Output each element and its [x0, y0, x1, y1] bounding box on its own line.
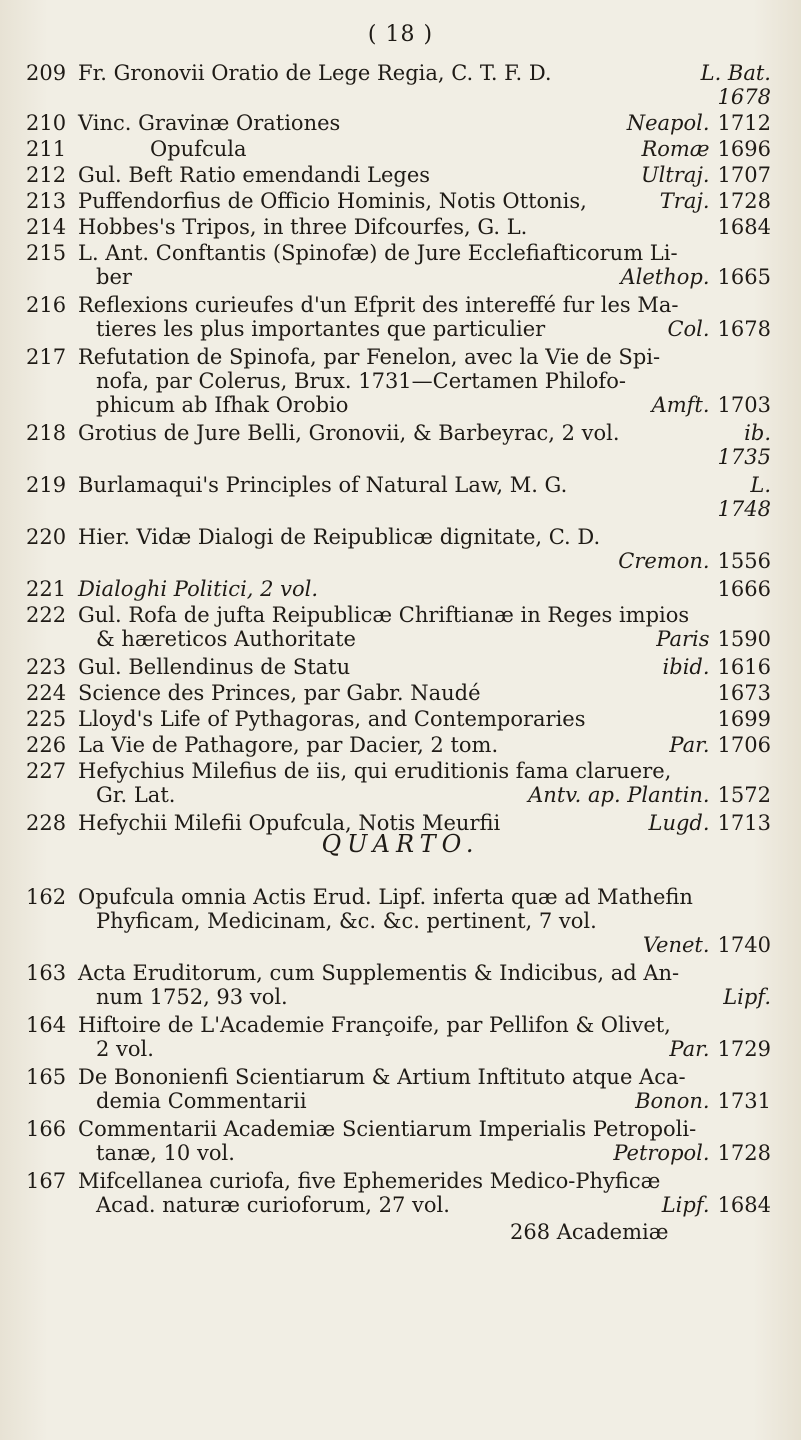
entry-year: 1673 — [717, 681, 771, 705]
entry-year: 1707 — [717, 163, 771, 187]
entry-imprint — [635, 1090, 771, 1112]
entry-place: Col. — [667, 317, 710, 341]
entry-imprint — [641, 164, 771, 186]
entry-place: Petropol. — [613, 1141, 710, 1165]
entry-title: Vinc. Gravinæ Orationes — [78, 111, 341, 135]
entry-place: Ultraj. — [640, 163, 710, 187]
entry-year: 1678 — [717, 85, 771, 109]
entry-title: Gul. Rofa de jufta Reipublicæ Chriftianæ in Reges impios — [78, 603, 690, 627]
entry-number: 223 — [26, 655, 67, 679]
entry-number: 209 — [26, 61, 67, 85]
entry-imprint — [656, 628, 771, 650]
entry-title-cont: tanæ, 10 vol. — [96, 1141, 235, 1165]
entry-number: 217 — [26, 345, 67, 369]
entry-year: 1666 — [717, 577, 771, 601]
entry-imprint — [618, 550, 771, 572]
entry-number: 212 — [26, 163, 67, 187]
section-heading-quarto: QUARTO. — [321, 830, 480, 858]
entry-title: Fr. Gronovii Oratio de Lege Regia, C. T. F. D. — [78, 61, 552, 85]
entry-title: La Vie de Pathagore, par Dacier, 2 tom. — [78, 733, 499, 757]
entry-imprint — [723, 986, 771, 1008]
entry-year: 1572 — [717, 783, 771, 807]
entry-number: 163 — [26, 961, 67, 985]
entry-title-cont: num 1752, 93 vol. — [96, 985, 288, 1009]
entry-year: 1665 — [717, 265, 771, 289]
entry-number: 219 — [26, 473, 67, 497]
entry-imprint — [643, 934, 771, 956]
entry-title: Hefychii Milefii Opufcula, Notis Meurfii — [78, 811, 501, 835]
entry-title: Burlamaqui's Principles of Natural Law, M. G. — [78, 473, 568, 497]
entry-place: Amft. — [651, 393, 710, 417]
entry-title: Opufcula omnia Actis Erud. Lipf. inferta quæ ad Mathefin — [78, 885, 693, 909]
catchword: 268 Academiæ — [510, 1220, 669, 1244]
entry-title-cont: 2 vol. — [96, 1037, 154, 1061]
entry-imprint — [660, 190, 771, 212]
entry-imprint — [528, 784, 771, 806]
entry-place: Venet. — [642, 933, 710, 957]
entry-place: Traj. — [659, 189, 710, 213]
entry-imprint — [710, 708, 771, 730]
entry-imprint — [667, 318, 771, 340]
entry-title: Reflexions curieufes d'un Efprit des intereffé fur les Ma- — [78, 293, 679, 317]
entry-title-cont: phicum ab Ifhak Orobio — [96, 393, 349, 417]
entry-number: 224 — [26, 681, 67, 705]
entry-title: Grotius de Jure Belli, Gronovii, & Barbeyrac, 2 vol. — [78, 421, 620, 445]
entry-number: 227 — [26, 759, 67, 783]
entry-year: 1699 — [717, 707, 771, 731]
entry-place: Lipf. — [723, 985, 771, 1009]
entry-title: Puffendorfius de Officio Hominis, Notis Ottonis, — [78, 189, 587, 213]
entry-year: 1696 — [717, 137, 771, 161]
entry-number: 210 — [26, 111, 67, 135]
entry-title: Lloyd's Life of Pythagoras, and Contemporaries — [78, 707, 586, 731]
entry-place: Cremon. — [618, 549, 710, 573]
entry-title: Hobbes's Tripos, in three Difcourfes, G. L. — [78, 215, 528, 239]
entry-place: Par. — [669, 733, 710, 757]
entry-title: Refutation de Spinofa, par Fenelon, avec la Vie de Spi- — [78, 345, 661, 369]
entry-imprint — [669, 1038, 771, 1060]
entry-imprint — [621, 266, 772, 288]
entry-number: 165 — [26, 1065, 67, 1089]
entry-year: 1735 — [717, 445, 771, 469]
entry-year: 1678 — [717, 317, 771, 341]
entry-year: 1713 — [717, 811, 771, 835]
entry-number: 220 — [26, 525, 67, 549]
entry-imprint — [710, 682, 771, 704]
entry-place: Paris — [656, 627, 710, 651]
entry-number: 216 — [26, 293, 67, 317]
entry-year: 1728 — [717, 1141, 771, 1165]
entry-number: 166 — [26, 1117, 67, 1141]
page-number: ( 18 ) — [367, 22, 434, 47]
entry-title: Hier. Vidæ Dialogi de Reipublicæ dignitate, C. D. — [78, 525, 601, 549]
entry-title-cont: nofa, par Colerus, Brux. 1731—Certamen Philofo- — [96, 369, 626, 393]
entry-place: Lugd. — [648, 811, 710, 835]
entry-title-cont: Phyficam, Medicinam, &c. &c. pertinent, 7 vol. — [96, 909, 597, 933]
entry-imprint — [627, 112, 771, 134]
entry-year: 1748 — [717, 497, 771, 521]
entry-imprint — [663, 656, 771, 678]
entry-title: De Bononienfi Scientiarum & Artium Inftituto atque Aca- — [78, 1065, 686, 1089]
entry-place: Neapol. — [626, 111, 710, 135]
entry-year: 1740 — [717, 933, 771, 957]
entry-title-cont: & hæreticos Authoritate — [96, 627, 356, 651]
entry-year: 1728 — [717, 189, 771, 213]
entry-year: 1712 — [717, 111, 771, 135]
entry-place: Bonon. — [635, 1089, 710, 1113]
entry-title: Hefychius Milefius de iis, qui eruditionis fama claruere, — [78, 759, 672, 783]
entry-place: ib. — [744, 421, 771, 445]
entry-place: Par. — [669, 1037, 710, 1061]
entry-number: 221 — [26, 577, 67, 601]
entry-year: 1706 — [717, 733, 771, 757]
entry-title: Mifcellanea curiofa, five Ephemerides Medico-Phyficæ — [78, 1169, 661, 1193]
entry-number: 228 — [26, 811, 67, 835]
entry-year: 1703 — [717, 393, 771, 417]
entry-imprint — [641, 138, 771, 160]
entry-year: 1616 — [717, 655, 771, 679]
entry-imprint — [613, 1142, 771, 1164]
entry-place: Romæ — [641, 137, 710, 161]
entry-number: 215 — [26, 241, 67, 265]
entry-year: 1556 — [717, 549, 771, 573]
entry-title: Gul. Bellendinus de Statu — [78, 655, 351, 679]
entry-year: 1731 — [717, 1089, 771, 1113]
entry-title: Commentarii Academiæ Scientiarum Imperialis Petropoli- — [78, 1117, 697, 1141]
entry-title-cont: Gr. Lat. — [96, 783, 176, 807]
entry-title: Opufcula — [150, 137, 247, 161]
entry-imprint — [710, 578, 771, 600]
entry-year: 1684 — [717, 1193, 771, 1217]
entry-imprint — [710, 216, 771, 238]
entry-number: 214 — [26, 215, 67, 239]
entry-number: 164 — [26, 1013, 67, 1037]
entry-title-cont: tieres les plus importantes que particulier — [96, 317, 546, 341]
entry-place: L. — [750, 473, 771, 497]
entry-title-cont: Acad. naturæ curioforum, 27 vol. — [96, 1193, 450, 1217]
entry-year: 1729 — [717, 1037, 771, 1061]
entry-title-cont: ber — [96, 265, 132, 289]
entry-number: 162 — [26, 885, 67, 909]
entry-number: 226 — [26, 733, 67, 757]
entry-place: L. Bat. — [700, 61, 771, 85]
entry-number: 225 — [26, 707, 67, 731]
entry-number: 211 — [26, 137, 67, 161]
entry-title: Hiftoire de L'Academie Françoife, par Pellifon & Olivet, — [78, 1013, 671, 1037]
entry-title: L. Ant. Conftantis (Spinofæ) de Jure Ecclefiafticorum Li- — [78, 241, 678, 265]
entry-imprint — [669, 734, 771, 756]
entry-place: Alethop. — [620, 265, 710, 289]
entry-year: 1684 — [717, 215, 771, 239]
entry-number: 222 — [26, 603, 67, 627]
entry-title-cont: demia Commentarii — [96, 1089, 307, 1113]
entry-title: Science des Princes, par Gabr. Naudé — [78, 681, 481, 705]
entry-title: Gul. Beft Ratio emendandi Leges — [78, 163, 431, 187]
entry-imprint — [652, 394, 771, 416]
entry-number: 213 — [26, 189, 67, 213]
entry-number: 167 — [26, 1169, 67, 1193]
entry-title: Acta Eruditorum, cum Supplementis & Indicibus, ad An- — [78, 961, 680, 985]
entry-place: Antv. ap. Plantin. — [528, 783, 710, 807]
entry-place: Lipf. — [661, 1193, 710, 1217]
entry-imprint — [662, 1194, 771, 1216]
entry-number: 218 — [26, 421, 67, 445]
entry-year: 1590 — [717, 627, 771, 651]
entry-title: Dialoghi Politici, 2 vol. — [78, 577, 319, 601]
entry-place: ibid. — [662, 655, 710, 679]
